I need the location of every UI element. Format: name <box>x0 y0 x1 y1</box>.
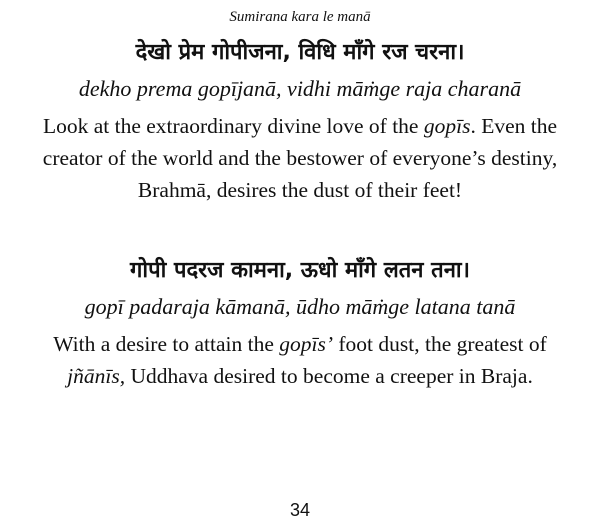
verse-2-transliteration: gopī padaraja kāmanā, ūdho māṁge latana tanā <box>84 294 516 319</box>
verse-1-transliteration: dekho prema gopījanā, vidhi māṁge raja charanā <box>78 76 522 101</box>
verse-2-line-1-end: foot dust, the greatest of <box>333 332 547 356</box>
verse-2-translation <box>2 328 598 392</box>
verse-2-jnanis-term: jñānīs, <box>67 364 126 388</box>
verse-1-translation-line-2: creator of the world and the bestower of everyone’s destiny, <box>42 146 558 170</box>
running-head: Sumirana kara le manā <box>229 9 371 25</box>
verse-2-line-1-text: With a desire to attain the <box>53 332 280 356</box>
verse-1-translation-line-3: Brahmā, desires the dust of their feet! <box>137 178 463 202</box>
verse-1-line-1-end: . Even the <box>470 114 558 138</box>
verse-1-devanagari: देखो प्रेम गोपीजना, विधि माँगे रज चरना। <box>135 40 465 65</box>
verse-2-translation-line-1 <box>2 328 598 360</box>
verse-1 <box>0 38 600 206</box>
verse-2 <box>0 256 600 392</box>
page-number: 34 <box>289 500 311 520</box>
verse-2-translation-line-2 <box>2 360 598 392</box>
verse-1-translation-line-1 <box>2 110 598 142</box>
verse-1-gopis-term: gopīs <box>423 114 471 138</box>
verse-1-translation <box>2 110 598 206</box>
verse-2-gopis-term: gopīs’ <box>279 332 333 356</box>
verse-2-devanagari: गोपी पदरज कामना, ऊधो माँगे लतन तना। <box>130 258 470 283</box>
verse-1-line-1-text: Look at the extraordinary divine love of the <box>42 114 424 138</box>
verse-2-line-2-end: Uddhava desired to become a creeper in Braja. <box>125 364 533 388</box>
